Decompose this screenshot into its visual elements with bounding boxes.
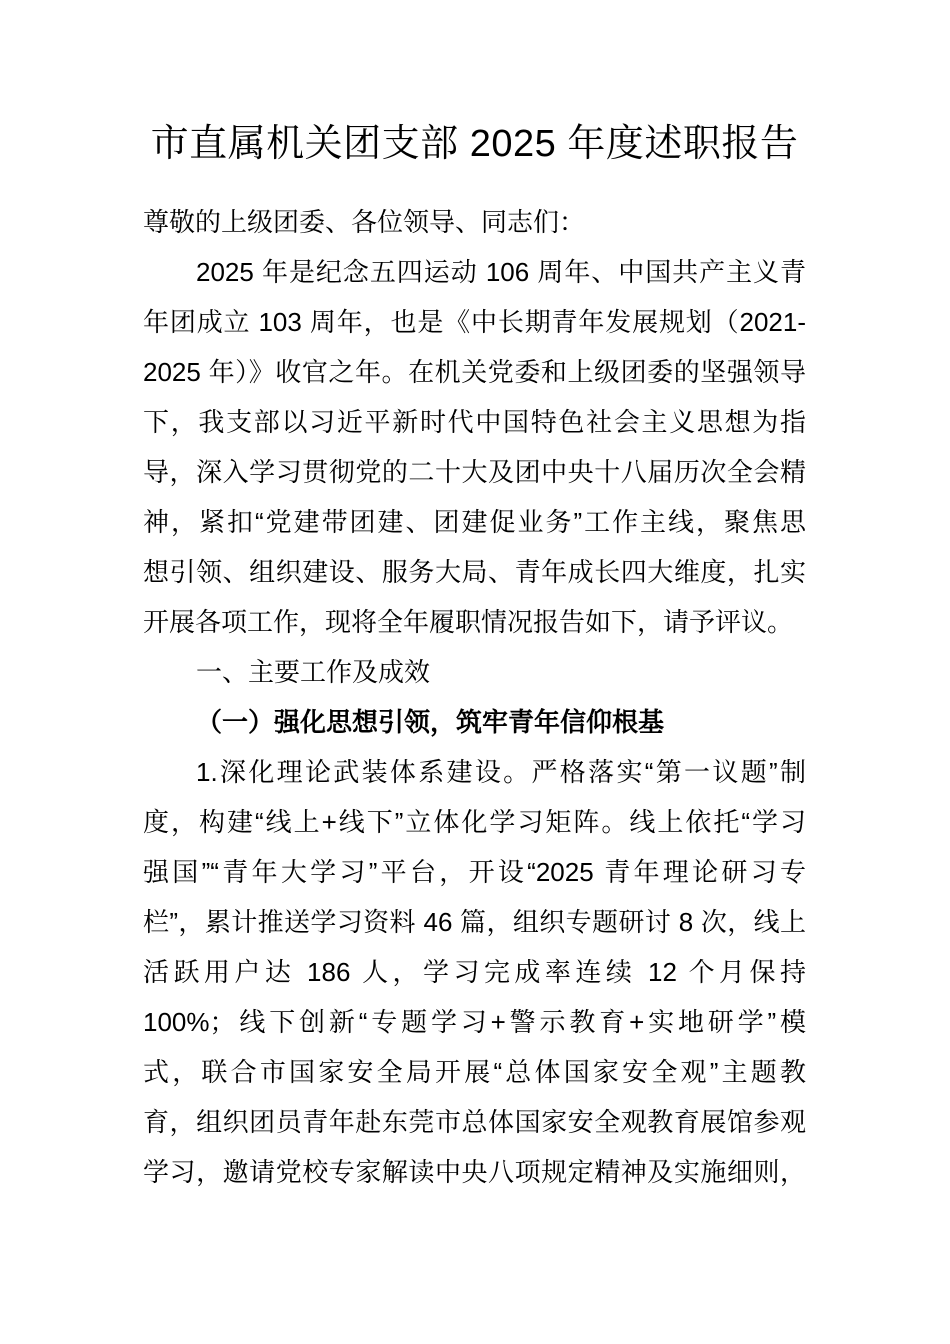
text-line: 学习，邀请党校专家解读中央八项规定精神及实施细则，	[143, 1157, 806, 1187]
text-line: 式，联合市国家安全局开展“总体国家安全观”主题教	[143, 1057, 806, 1087]
paragraph-salutation	[143, 197, 806, 247]
text-line: 一、主要工作及成效	[196, 657, 431, 687]
text-line: 强国”“青年大学习”平台，开设“2025 青年理论研习专	[143, 857, 806, 887]
text-line: （一）强化思想引领，筑牢青年信仰根基	[196, 707, 665, 737]
text-line: 活跃用户达 186 人，学习完成率连续 12 个月保持	[143, 957, 806, 987]
document-body	[143, 197, 806, 1197]
text-line: 栏”，累计推送学习资料 46 篇，组织专题研讨 8 次，线上	[143, 907, 806, 937]
paragraph-item-1-theory-building	[143, 747, 806, 1197]
text-line: 想引领、组织建设、服务大局、青年成长四大维度，扎实	[143, 557, 806, 587]
text-line: 下，我支部以习近平新时代中国特色社会主义思想为指	[143, 407, 806, 437]
text-line: 1.深化理论武装体系建设。严格落实“第一议题”制	[196, 757, 806, 787]
text-line: 100%；线下创新“专题学习+警示教育+实地研学”模	[143, 1007, 806, 1037]
text-line: 尊敬的上级团委、各位领导、同志们：	[143, 207, 586, 237]
paragraph-subsection-1-1-heading	[143, 697, 806, 747]
text-line: 导，深入学习贯彻党的二十大及团中央十八届历次全会精	[143, 457, 806, 487]
text-line: 神，紧扣“党建带团建、团建促业务”工作主线，聚焦思	[143, 507, 806, 537]
text-line: 育，组织团员青年赴东莞市总体国家安全观教育展馆参观	[143, 1107, 806, 1137]
text-line: 年团成立 103 周年，也是《中长期青年发展规划（2021-	[143, 307, 806, 337]
text-line: 度，构建“线上+线下”立体化学习矩阵。线上依托“学习	[143, 807, 806, 837]
text-line: 2025 年是纪念五四运动 106 周年、中国共产主义青	[196, 257, 806, 287]
document-title: 市直属机关团支部 2025 年度述职报告	[150, 123, 799, 165]
paragraph-section-1-heading	[143, 647, 806, 697]
text-line: 2025 年）》收官之年。在机关党委和上级团委的坚强领导	[143, 357, 806, 387]
text-line: 开展各项工作，现将全年履职情况报告如下，请予评议。	[143, 607, 794, 637]
paragraph-opening	[143, 247, 806, 647]
